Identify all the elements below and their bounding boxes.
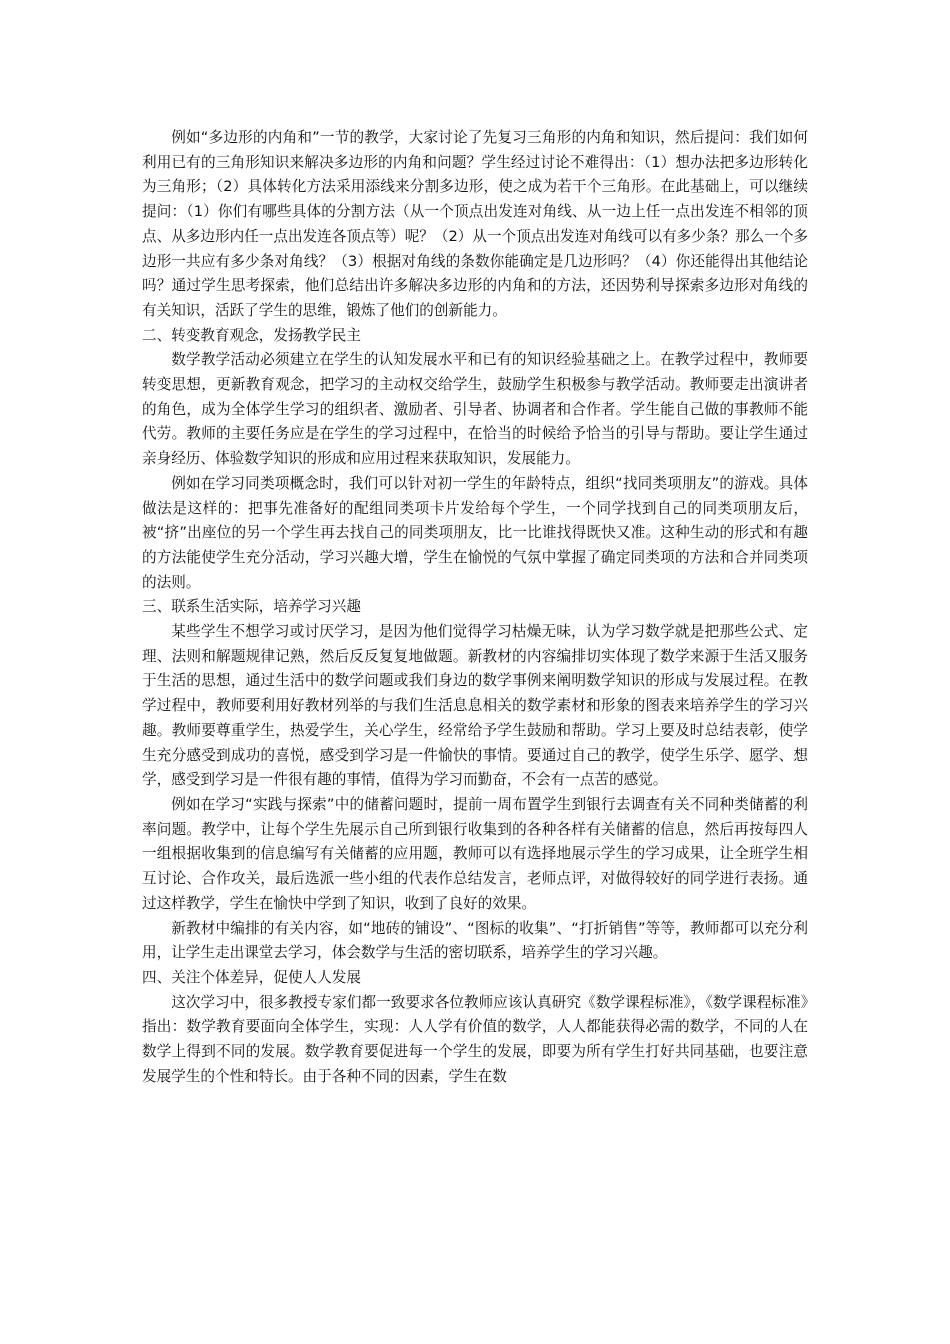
paragraph-like-terms-example: 例如在学习同类项概念时，我们可以针对初一学生的年龄特点，组织“找同类项朋友”的游戏。具体做法是这样的：把事先准备好的配组同类项卡片发给每个学生，一个同学找到自己的同类项朋友后，被“挤”出座位的另一个学生再去找自己的同类项朋友，比一比谁找得既快又准。这种生动的形式和有趣的方法能使学生充分活动，学习兴趣大增，学生在愉悦的气氛中掌握了确定同类项的方法和合并同类项的法则。 [142, 474, 808, 591]
section-heading-2: 二、转变教育观念，发扬教学民主 [142, 326, 361, 344]
paragraph-teaching-activity: 数学教学活动必须建立在学生的认知发展水平和已有的知识经验基础之上。在教学过程中，教师要转变思想，更新教育观念，把学习的主动权交给学生，鼓励学生积极参与教学活动。教师要走出演讲者的角色，成为全体学生学习的组织者、激励者、引导者、协调者和合作者。学生能自己做的事教师不能代劳。教师的主要任务应是在学生的学习过程中，在恰当的时候给予恰当的引导与帮助。要让学生通过亲身经历、体验数学知识的形成和应用过程来获取知识，发展能力。 [142, 351, 808, 468]
document-page [142, 126, 808, 1089]
paragraph-curriculum-standard: 这次学习中，很多教授专家们都一致要求各位教师应该认真研究《数学课程标准》，《数学课程标准》指出：数学教育要面向全体学生，实现：人人学有价值的数学，人人都能获得必需的数学，不同的人在数学上得到不同的发展。数学教育要促进每一个学生的发展，即要为所有学生打好共同基础，也要注意发展学生的个性和特长。由于各种不同的因素，学生在数 [142, 993, 808, 1085]
section-heading-3: 三、联系生活实际，培养学习兴趣 [142, 598, 361, 616]
paragraph-learning-interest: 某些学生不想学习或讨厌学习，是因为他们觉得学习枯燥无味，认为学习数学就是把那些公式、定理、法则和解题规律记熟，然后反反复复地做题。新教材的内容编排切实体现了数学来源于生活又服务于生活的思想，通过生活中的数学问题或我们身边的数学事例来阐明数学知识的形成与发展过程。在教学过程中，教师要利用好教材列举的与我们生活息息相关的数学素材和形象的图表来培养学生的学习兴趣。教师要尊重学生，热爱学生，关心学生，经常给予学生鼓励和帮助。学习上要及时总结表彰，使学生充分感受到成功的喜悦，感受到学习是一件愉快的事情。要通过自己的教学，使学生乐学、愿学、想学，感受到学习是一件很有趣的事情，值得为学习而勤奋，不会有一点苦的感觉。 [142, 623, 808, 789]
paragraph-polygon-example: 例如“多边形的内角和”一节的教学，大家讨论了先复习三角形的内角和知识，然后提问：我们如何利用已有的三角形知识来解决多边形的内角和问题？学生经过讨论不难得出：（1）想办法把多边形转化为三角形；（2）具体转化方法采用添线来分割多边形，使之成为若干个三角形。在此基础上，可以继续提问：（1）你们有哪些具体的分割方法（从一个顶点出发连对角线、从一边上任一点出发连不相邻的顶点、从多边形内任一点出发连各顶点等）呢？（2）从一个顶点出发连对角线可以有多少条？那么一个多边形一共应有多少条对角线？（3）根据对角线的条数你能确定是几边形吗？（4）你还能得出其他结论吗？通过学生思考探索，他们总结出许多解决多边形的内角和的方法，还因势利导探索多边形对角线的有关知识，活跃了学生的思维，锻炼了他们的创新能力。 [142, 129, 809, 319]
section-heading-4: 四、关注个体差异，促使人人发展 [142, 968, 361, 986]
paragraph-textbook-content: 新教材中编排的有关内容，如“地砖的铺设”、“图标的收集”、“打折销售”等等，教师都可以充分利用，让学生走出课堂去学习，体会数学与生活的密切联系，培养学生的学习兴趣。 [142, 919, 808, 962]
paragraph-savings-example: 例如在学习“实践与探索”中的储蓄问题时，提前一周布置学生到银行去调查有关不同种类储蓄的利率问题。教学中，让每个学生先展示自己所到银行收集到的各种各样有关储蓄的信息，然后再按每四人一组根据收集到的信息编写有关储蓄的应用题，教师可以有选择地展示学生的学习成果，让全班学生相互讨论、合作攻关，最后选派一些小组的代表作总结发言，老师点评，对做得较好的同学进行表扬。通过这样教学，学生在愉快中学到了知识，收到了良好的效果。 [142, 795, 808, 912]
